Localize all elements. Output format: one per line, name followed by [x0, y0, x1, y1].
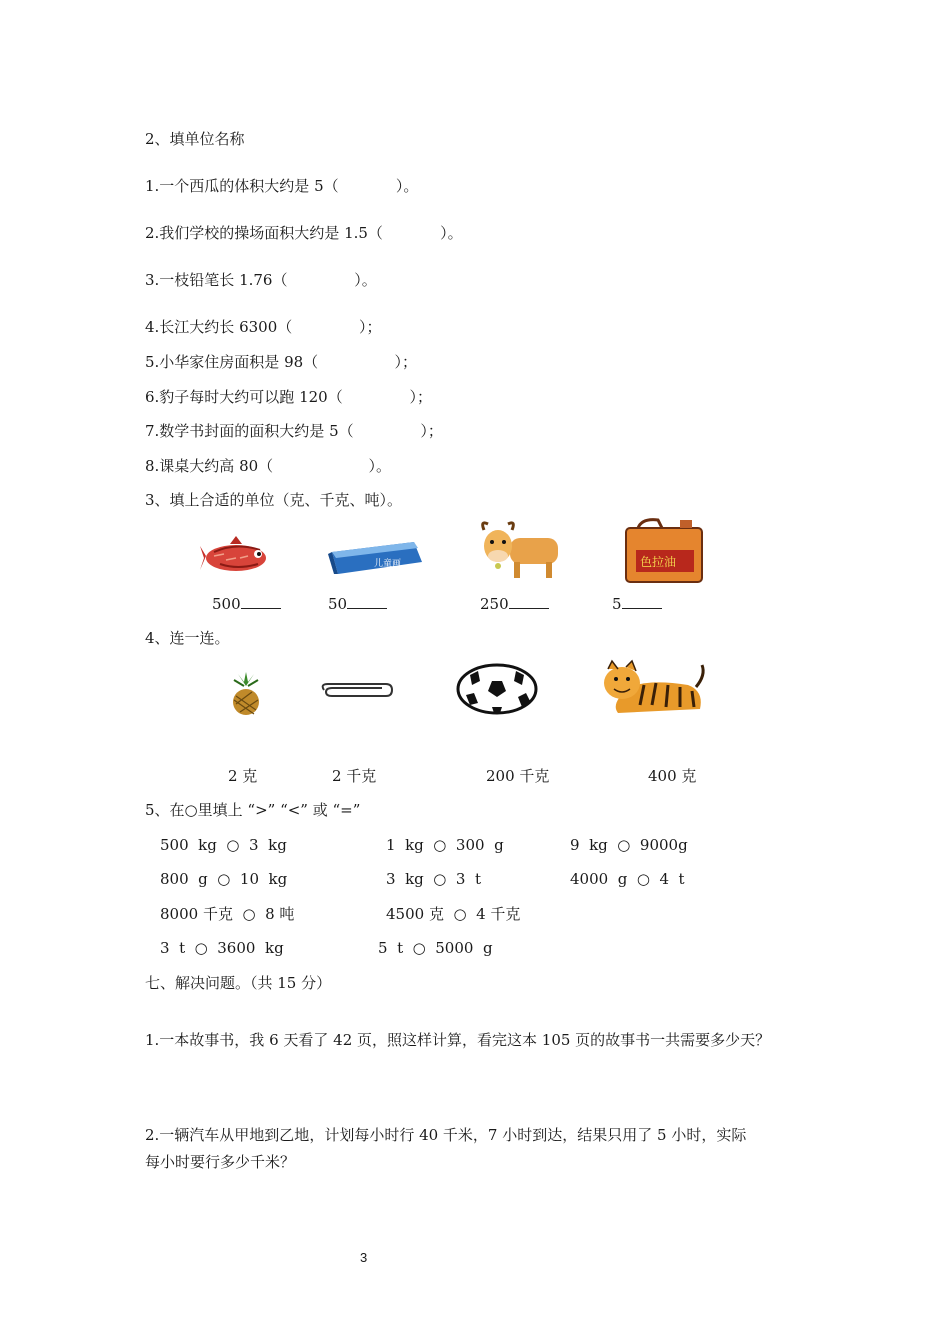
svg-text:色拉油: 色拉油: [640, 555, 677, 569]
compare-item[interactable]: 4500 克 ○ 4 千克: [386, 905, 521, 923]
soccer-ball-icon: [456, 663, 538, 715]
answer-blank[interactable]: [347, 594, 387, 609]
compare-item[interactable]: 3 kg ○ 3 t: [386, 870, 482, 888]
compare-item[interactable]: 9 kg ○ 9000g: [570, 836, 688, 854]
tiger-icon: [600, 657, 708, 717]
section-7-heading: 七、解决问题。（共 15 分）: [145, 974, 332, 992]
page-number: 3: [360, 1250, 368, 1265]
section-2-heading: 2、填单位名称: [145, 130, 245, 148]
answer-blank[interactable]: [241, 594, 281, 609]
oil-can-icon: [622, 518, 706, 584]
blank-item-oil[interactable]: [612, 594, 662, 614]
question-2-5: 5.小华家住房面积是 98（ ）；: [145, 353, 417, 371]
box-icon: [328, 540, 424, 576]
question-2-3: 3.一枝铅笔长 1.76（ ）。: [145, 271, 377, 289]
blank-item-box[interactable]: [328, 594, 387, 614]
pineapple-icon: [224, 672, 268, 716]
section-5-heading: 5、在○里填上 “>” “<” 或 “=”: [145, 801, 361, 819]
compare-item[interactable]: 800 g ○ 10 kg: [160, 870, 288, 888]
weight-label-3: 200 千克: [486, 767, 550, 785]
svg-text:儿童画: 儿童画: [374, 559, 402, 569]
weight-value: 250: [480, 595, 509, 613]
compare-item[interactable]: 500 kg ○ 3 kg: [160, 836, 287, 854]
blank-item-cow[interactable]: [480, 594, 549, 614]
question-2-4: 4.长江大约长 6300（ ）；: [145, 318, 382, 336]
section-3-heading: 3、填上合适的单位（克、千克、吨）。: [145, 491, 403, 509]
question-2-2: 2.我们学校的操场面积大约是 1.5（ ）。: [145, 224, 463, 242]
question-2-7: 7.数学书封面的面积大约是 5（ ）；: [145, 422, 443, 440]
question-2-6: 6.豹子每时大约可以跑 120（ ）；: [145, 388, 432, 406]
question-2-1: 1.一个西瓜的体积大约是 5（ ）。: [145, 177, 419, 195]
compare-item[interactable]: 3 t ○ 3600 kg: [160, 939, 284, 957]
blank-item-fish[interactable]: [212, 594, 281, 614]
section-4-heading: 4、连一连。: [145, 629, 230, 647]
weight-value: 50: [328, 595, 348, 613]
weight-label-2: 2 千克: [332, 767, 377, 785]
compare-item[interactable]: 8000 千克 ○ 8 吨: [160, 905, 295, 923]
compare-item[interactable]: 1 kg ○ 300 g: [386, 836, 504, 854]
weight-value: 5: [612, 595, 622, 613]
compare-item[interactable]: 5 t ○ 5000 g: [378, 939, 493, 957]
weight-value: 500: [212, 595, 241, 613]
paperclip-icon: [318, 682, 394, 698]
weight-label-4: 400 克: [648, 767, 697, 785]
cow-icon: [480, 518, 562, 580]
compare-item[interactable]: 4000 g ○ 4 t: [570, 870, 685, 888]
answer-blank[interactable]: [622, 594, 662, 609]
problem-2-line-2: 每小时要行多少千米？: [145, 1153, 296, 1171]
fish-icon: [200, 536, 274, 578]
question-2-8: 8.课桌大约高 80（ ）。: [145, 457, 392, 475]
weight-label-1: 2 克: [228, 767, 258, 785]
problem-2-line-1: 2.一辆汽车从甲地到乙地，计划每小时行 40 千米，7 小时到达，结果只用了 5 小时，实际: [145, 1126, 747, 1144]
problem-1: 1.一本故事书，我 6 天看了 42 页，照这样计算，看完这本 105 页的故事书一共需要多少天？: [145, 1031, 771, 1049]
answer-blank[interactable]: [509, 594, 549, 609]
